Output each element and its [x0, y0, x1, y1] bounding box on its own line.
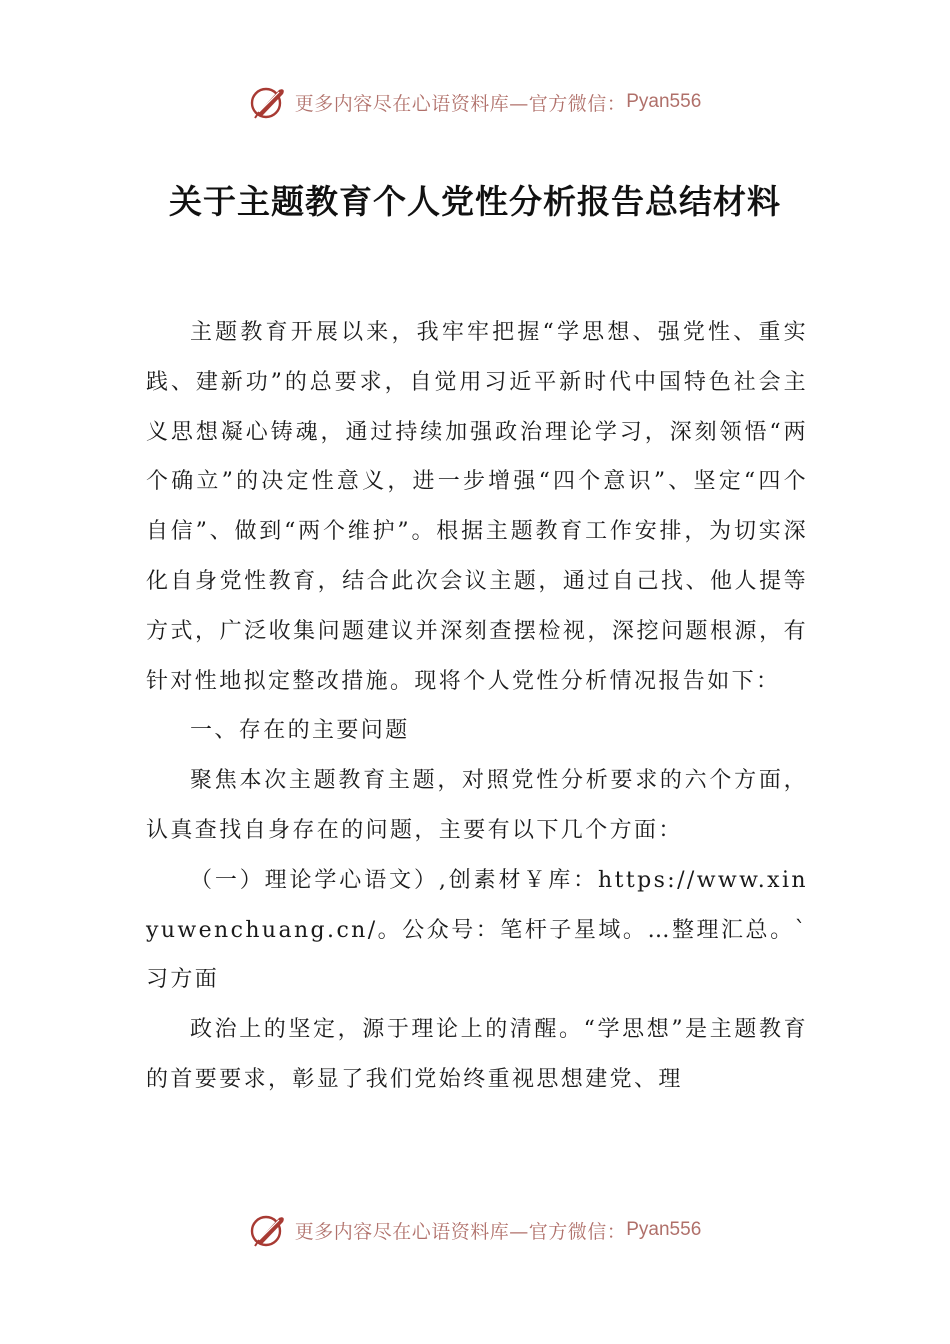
banner-text: 更多内容尽在心语资料库—官方微信：	[294, 92, 627, 115]
paragraph-subheading: （一）理论学心语文）,创素材￥库：https://www.xinyuwenchuang.cn/。公众号：笔杆子星域。…整理汇总。`习方面	[146, 867, 808, 993]
paragraph-politics: 政治上的坚定，源于理论上的清醒。“学思想”是主题教育的首要要求，彰显了我们党始终重视思想建党、理	[146, 1017, 808, 1092]
section-heading: 一、存在的主要问题	[190, 718, 410, 744]
paragraph-intro: 主题教育开展以来，我牢牢把握“学思想、强党性、重实践、建新功”的总要求，自觉用习近平新时代中国特色社会主义思想凝心铸魂，通过持续加强政治理论学习，深刻领悟“两个确立”的决定性意义，进一步增强“四个意识”、坚定“四个自信”、做到“两个维护”。根据主题教育工作安排，为切实深化自身党性教育，结合此次会议主题，通过自己找、他人提等方式，广泛收集问题建议并深刻查摆检视，深挖问题根源，有针对性地拟定整改措施。现将个人党性分析情况报告如下：	[146, 320, 808, 694]
quill-pen-icon	[249, 1210, 289, 1250]
document-body	[146, 308, 808, 1105]
paragraph-focus: 聚焦本次主题教育主题，对照党性分析要求的六个方面，认真查找自身存在的问题，主要有以下几个方面：	[146, 768, 808, 843]
page-title: 关于主题教育个人党性分析报告总结材料	[169, 182, 781, 221]
quill-pen-icon	[249, 82, 289, 122]
footer-banner	[0, 1208, 950, 1252]
banner-wechat-id: Pyan556	[626, 91, 702, 112]
banner-wechat-id: Pyan556	[626, 1219, 702, 1240]
header-banner	[0, 80, 950, 124]
banner-text: 更多内容尽在心语资料库—官方微信：	[294, 1220, 627, 1243]
